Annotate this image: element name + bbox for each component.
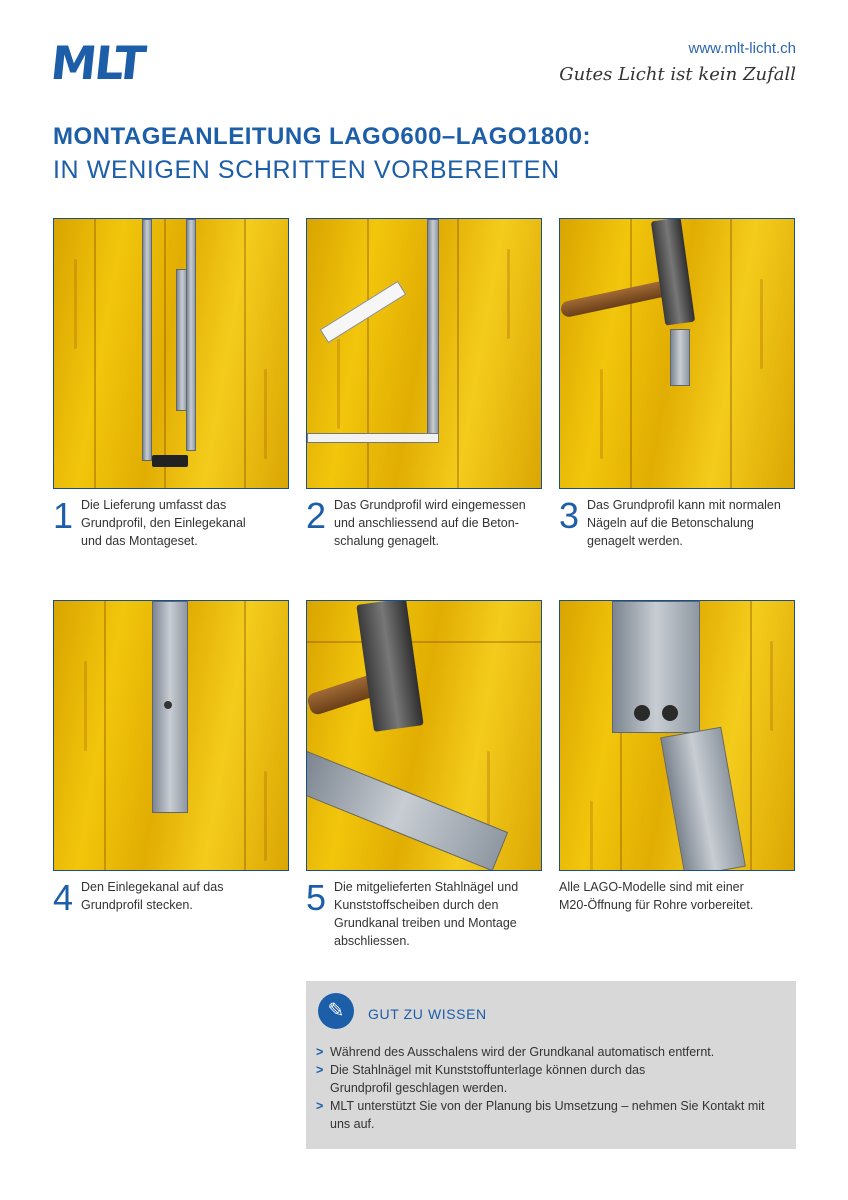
step-description: Das Grundprofil wird eingemessen und anschliessend auf die Beton- schalung genagelt. xyxy=(334,498,526,548)
step-description: Alle LAGO-Modelle sind mit einer M20-Öffnung für Rohre vorbereitet. xyxy=(559,880,754,912)
info-list xyxy=(316,1043,786,1133)
tagline: Gutes Licht ist kein Zufall xyxy=(559,64,796,85)
page-subtitle: IN WENIGEN SCHRITTEN VORBEREITEN xyxy=(53,156,560,184)
info-box xyxy=(306,981,796,1149)
list-item: > MLT unterstützt Sie von der Planung bis Umsetzung – nehmen Sie Kontakt mit uns auf. xyxy=(316,1099,765,1131)
step-5 xyxy=(306,878,542,958)
chevron-right-icon: > xyxy=(316,1045,324,1059)
step-4 xyxy=(53,878,289,958)
photo-step-1 xyxy=(53,218,289,489)
list-item: > Während des Ausschalens wird der Grundkanal automatisch entfernt. xyxy=(316,1045,715,1059)
chevron-right-icon: > xyxy=(316,1099,324,1113)
page-title: MONTAGEANLEITUNG LAGO600–LAGO1800: xyxy=(53,123,591,150)
photo-step-5 xyxy=(306,600,542,871)
step-description: Die mitgelieferten Stahlnägel und Kunststoffscheiben durch den Grundkanal treiben und Montage abschliessen. xyxy=(334,880,519,948)
list-item: > Die Stahlnägel mit Kunststoffunterlage können durch das Grundprofil geschlagen werden. xyxy=(316,1063,646,1095)
chevron-right-icon: > xyxy=(316,1063,324,1077)
step-6-note xyxy=(559,878,795,958)
photo-step-4 xyxy=(53,600,289,871)
photo-step-6 xyxy=(559,600,795,871)
step-number: 5 xyxy=(306,877,327,918)
step-number: 3 xyxy=(559,495,580,536)
step-2 xyxy=(306,496,542,576)
step-number: 4 xyxy=(53,877,74,918)
website-url[interactable]: www.mlt-licht.ch xyxy=(688,40,796,57)
tools-icon: ✎ xyxy=(318,993,354,1029)
mlt-logo: MLT xyxy=(48,36,147,90)
info-title: GUT ZU WISSEN xyxy=(368,1006,487,1022)
step-3 xyxy=(559,496,795,576)
photo-step-3 xyxy=(559,218,795,489)
step-description: Das Grundprofil kann mit normalen Nägeln auf die Betonschalung genagelt werden. xyxy=(587,498,781,548)
step-1 xyxy=(53,496,289,576)
step-description: Die Lieferung umfasst das Grundprofil, den Einlegekanal und das Montageset. xyxy=(81,498,246,548)
step-number: 2 xyxy=(306,495,327,536)
step-description: Den Einlegekanal auf das Grundprofil stecken. xyxy=(81,880,224,912)
photo-step-2 xyxy=(306,218,542,489)
step-number: 1 xyxy=(53,495,74,536)
